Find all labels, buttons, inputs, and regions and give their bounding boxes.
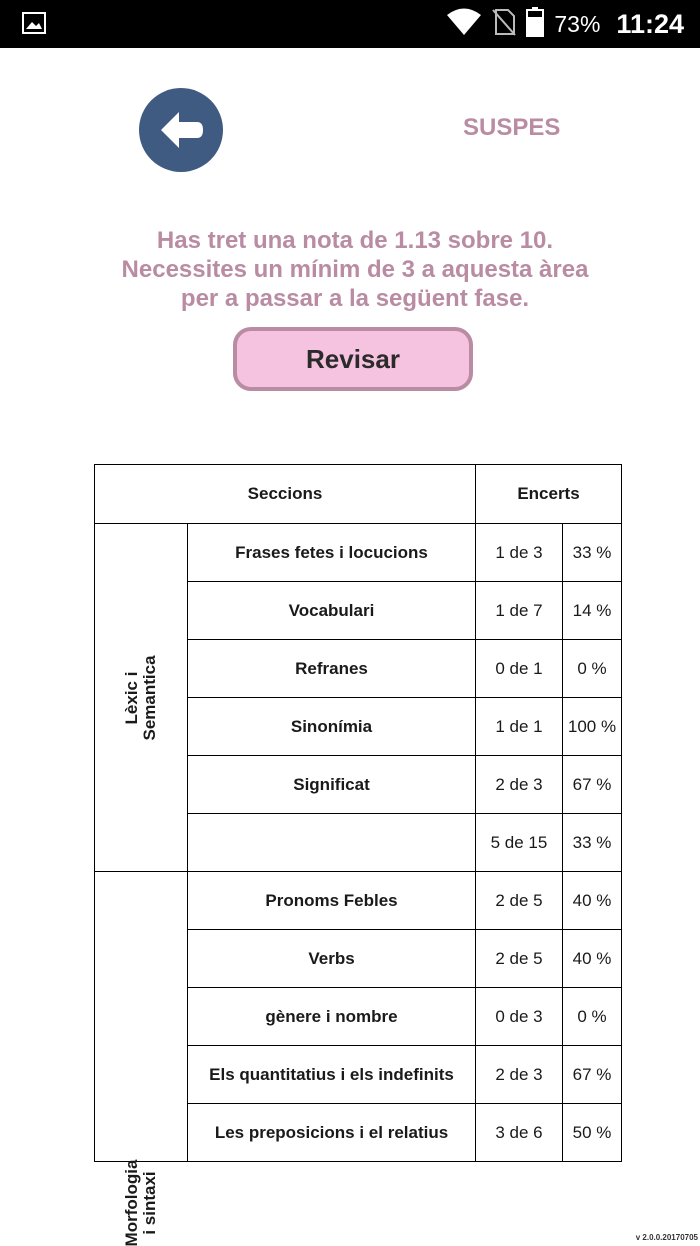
- section-percent: 67 %: [563, 756, 622, 814]
- clock: 11:24: [616, 8, 684, 39]
- status-bar: [0, 0, 700, 48]
- category-label: [123, 655, 159, 740]
- section-percent: 0 %: [563, 988, 622, 1046]
- category-label-line: Lèxic i: [122, 671, 141, 724]
- battery-icon: [526, 7, 544, 42]
- message-line: Has tret una nota de 1.13 sobre 10.: [156, 227, 554, 254]
- section-fraction: 3 de 6: [476, 1104, 563, 1162]
- section-fraction: 2 de 3: [476, 756, 563, 814]
- section-name: Refranes: [188, 640, 476, 698]
- section-fraction: 2 de 5: [476, 872, 563, 930]
- section-percent: 40 %: [563, 930, 622, 988]
- results-table: [94, 464, 622, 1246]
- section-name: Pronoms Febles: [188, 872, 476, 930]
- total-spacer: [188, 814, 476, 872]
- section-name: Frases fetes i locucions: [188, 524, 476, 582]
- table-header-row: [95, 465, 622, 524]
- category-morfologia: [95, 872, 188, 1246]
- wifi-icon: [446, 8, 482, 41]
- section-name: Les preposicions i el relatius: [188, 1104, 476, 1162]
- header-sections: Seccions: [95, 465, 476, 524]
- result-status: SUSPES: [463, 114, 561, 141]
- category-label: [123, 1160, 159, 1246]
- table-row: [95, 524, 622, 582]
- status-icons: [446, 0, 684, 48]
- section-name: Sinonímia: [188, 698, 476, 756]
- section-name: Significat: [188, 756, 476, 814]
- section-name: Verbs: [188, 930, 476, 988]
- section-fraction: 0 de 1: [476, 640, 563, 698]
- section-percent: 67 %: [563, 1046, 622, 1104]
- table-row: [95, 872, 622, 930]
- header-hits: Encerts: [476, 465, 622, 524]
- section-percent: 40 %: [563, 872, 622, 930]
- section-fraction: 2 de 3: [476, 1046, 563, 1104]
- back-button[interactable]: [139, 88, 223, 172]
- message-line: Necessites un mínim de 3 a aquesta àrea: [121, 256, 589, 283]
- section-percent: 14 %: [563, 582, 622, 640]
- message-line: per a passar a la següent fase.: [180, 285, 530, 312]
- section-fraction: 0 de 3: [476, 988, 563, 1046]
- result-message: [60, 226, 650, 313]
- section-name: Els quantitatius i els indefinits: [188, 1046, 476, 1104]
- category-label-line: Morfologia: [122, 1159, 141, 1246]
- category-lexic: [95, 524, 188, 872]
- section-name: Vocabulari: [188, 582, 476, 640]
- total-percent: 33 %: [563, 814, 622, 872]
- battery-percent: 73%: [554, 10, 601, 37]
- category-label-line: Semantica: [140, 654, 159, 741]
- section-percent: 100 %: [563, 698, 622, 756]
- section-name: gènere i nombre: [188, 988, 476, 1046]
- section-fraction: 1 de 1: [476, 698, 563, 756]
- section-fraction: 1 de 3: [476, 524, 563, 582]
- no-sim-icon: [492, 8, 516, 41]
- section-fraction: 1 de 7: [476, 582, 563, 640]
- section-percent: 0 %: [563, 640, 622, 698]
- arrow-left-icon: [139, 88, 223, 172]
- version-label: v 2.0.0.20170705: [635, 1233, 698, 1242]
- image-icon: [22, 12, 46, 34]
- review-button[interactable]: Revisar: [233, 327, 473, 391]
- category-label-line: i sintaxi: [140, 1171, 159, 1235]
- total-fraction: 5 de 15: [476, 814, 563, 872]
- section-percent: 33 %: [563, 524, 622, 582]
- section-fraction: 2 de 5: [476, 930, 563, 988]
- section-percent: 50 %: [563, 1104, 622, 1162]
